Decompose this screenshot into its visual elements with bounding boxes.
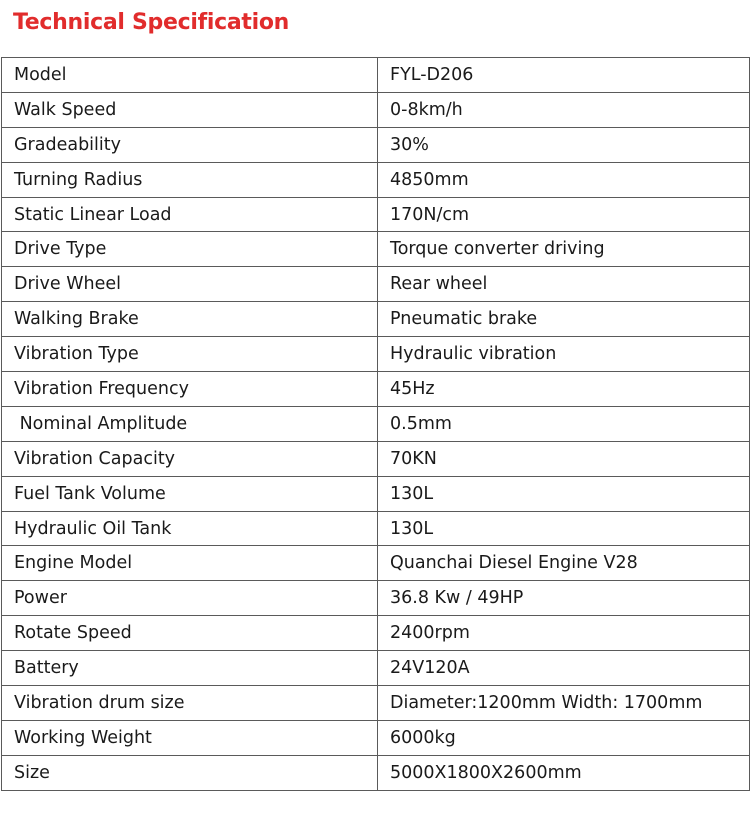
table-row [2, 720, 750, 755]
table-row [2, 267, 750, 302]
table-row [2, 232, 750, 267]
spec-value: FYL-D206 [378, 58, 750, 93]
page-title: Technical Specification [13, 10, 290, 35]
spec-label: Power [2, 581, 378, 616]
spec-label: Nominal Amplitude [2, 406, 378, 441]
table-row [2, 581, 750, 616]
spec-value: Quanchai Diesel Engine V28 [378, 546, 750, 581]
table-row [2, 127, 750, 162]
spec-value: 24V120A [378, 651, 750, 686]
spec-value: Hydraulic vibration [378, 337, 750, 372]
spec-label: Battery [2, 651, 378, 686]
table-row [2, 546, 750, 581]
spec-label: Rotate Speed [2, 616, 378, 651]
table-row [2, 337, 750, 372]
table-row [2, 755, 750, 790]
spec-label: Static Linear Load [2, 197, 378, 232]
spec-value: 30% [378, 127, 750, 162]
spec-value: Diameter:1200mm Width: 1700mm [378, 686, 750, 721]
spec-value: 130L [378, 511, 750, 546]
table-row [2, 511, 750, 546]
table-row [2, 476, 750, 511]
spec-label: Vibration drum size [2, 686, 378, 721]
table-row [2, 406, 750, 441]
spec-label: Engine Model [2, 546, 378, 581]
spec-label: Working Weight [2, 720, 378, 755]
spec-label: Walking Brake [2, 302, 378, 337]
spec-value: Pneumatic brake [378, 302, 750, 337]
spec-label: Drive Type [2, 232, 378, 267]
spec-value: Rear wheel [378, 267, 750, 302]
spec-table [1, 57, 750, 791]
table-row [2, 162, 750, 197]
spec-label: Hydraulic Oil Tank [2, 511, 378, 546]
table-row [2, 197, 750, 232]
spec-value: 6000kg [378, 720, 750, 755]
spec-label: Vibration Capacity [2, 441, 378, 476]
table-row [2, 441, 750, 476]
spec-label: Vibration Type [2, 337, 378, 372]
table-row [2, 372, 750, 407]
spec-label: Vibration Frequency [2, 372, 378, 407]
spec-value: 2400rpm [378, 616, 750, 651]
spec-value: 5000X1800X2600mm [378, 755, 750, 790]
spec-value: 170N/cm [378, 197, 750, 232]
table-row [2, 58, 750, 93]
spec-label: Size [2, 755, 378, 790]
spec-value: 130L [378, 476, 750, 511]
spec-value: 0-8km/h [378, 92, 750, 127]
spec-value: 4850mm [378, 162, 750, 197]
spec-label: Drive Wheel [2, 267, 378, 302]
table-row [2, 651, 750, 686]
spec-label: Gradeability [2, 127, 378, 162]
spec-value: 0.5mm [378, 406, 750, 441]
spec-label: Model [2, 58, 378, 93]
spec-value: 45Hz [378, 372, 750, 407]
table-row [2, 92, 750, 127]
spec-value: 70KN [378, 441, 750, 476]
spec-label: Turning Radius [2, 162, 378, 197]
table-row [2, 302, 750, 337]
table-row [2, 686, 750, 721]
spec-label: Walk Speed [2, 92, 378, 127]
spec-label: Fuel Tank Volume [2, 476, 378, 511]
spec-value: Torque converter driving [378, 232, 750, 267]
spec-value: 36.8 Kw / 49HP [378, 581, 750, 616]
table-row [2, 616, 750, 651]
